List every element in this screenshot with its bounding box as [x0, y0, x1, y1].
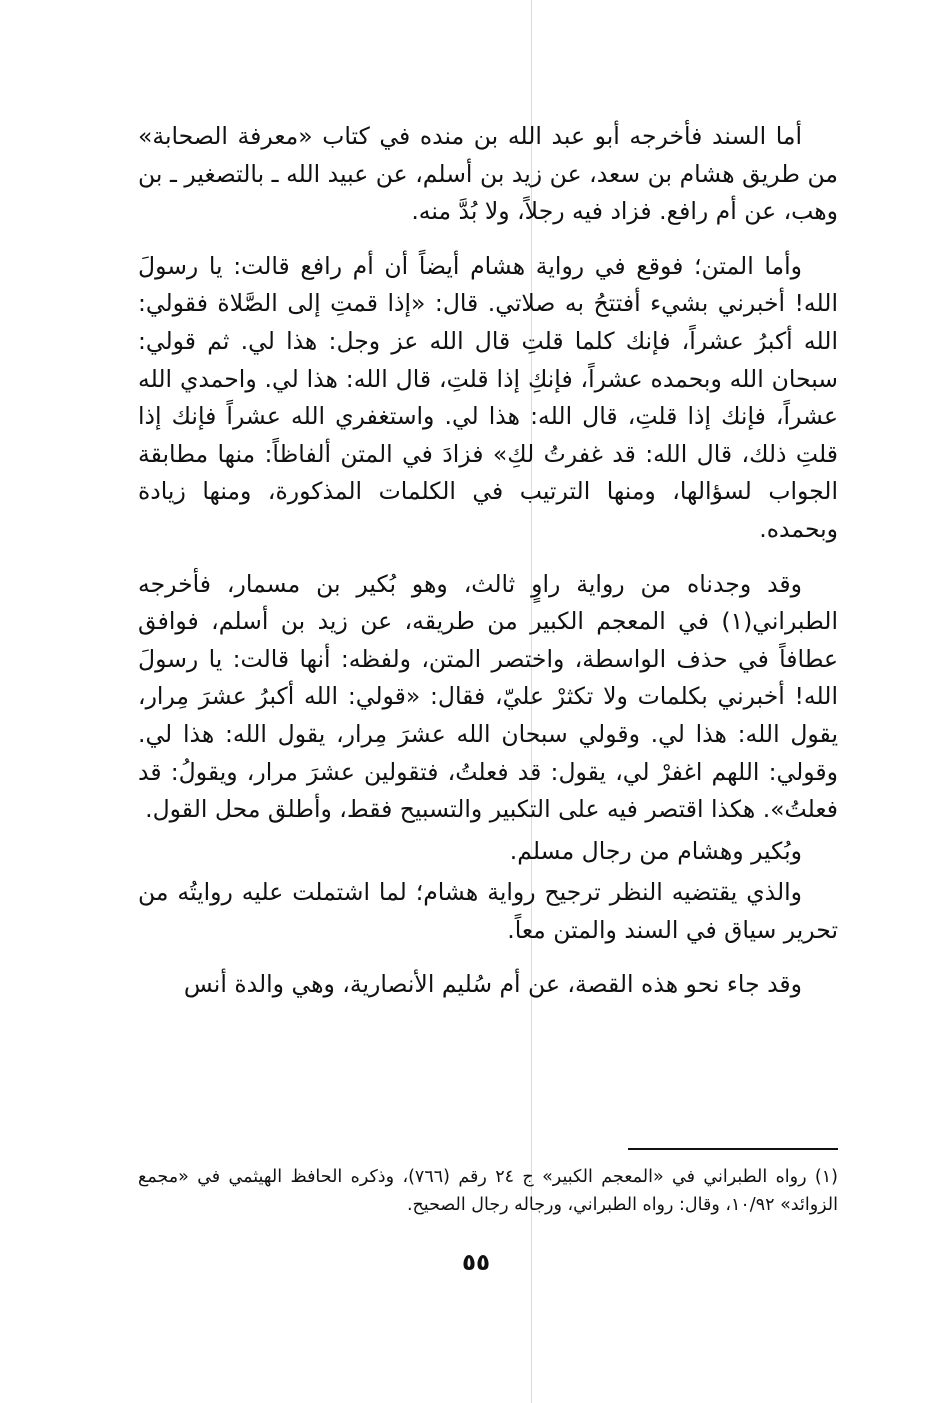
paragraph-narrators-note: وبُكير وهشام من رجال مسلم. — [509, 836, 802, 865]
paragraph-third-narrator: وقد وجدناه من رواية راوٍ ثالث، وهو بُكير بن مسمار، فأخرجه الطبراني(١) في المعجم الكبير من طريقه، عن زيد بن أسلم، فوافق عطافاً في حذف الواسطة، واختصر المتن، ولفظه: أنها قالت: يا رسولَ الله! أخبرني بكلمات ولا تكثرْ عليّ، فقال: «قولي: الله أكبرُ عشرَ مِرار، يقول الله: هذا لي. وقولي سبحان الله عشرَ مِرار، يقول الله: هذا لي. وقولي: اللهم اغفرْ لي، يقول: قد فعلتُ، فتقولين عشرَ مرار، ويقولُ: قد فعلتُ». هكذا اقتصر فيه على التكبير والتسبيح فقط، وأطلق محل القول. — [138, 569, 838, 824]
footnote-1: (١) رواه الطبراني في «المعجم الكبير» ج ٢٤ رقم (٧٦٦)، وذكره الحافظ الهيثمي في «مجمع الزوائد» ١٠/٩٢، وقال: رواه الطبراني، ورجاله رجال الصحيح. — [138, 1167, 838, 1215]
footnote-divider — [628, 1148, 838, 1150]
page-number: ٥٥ — [461, 1250, 491, 1276]
paragraph-isnad: أما السند فأخرجه أبو عبد الله بن منده في كتاب «معرفة الصحابة» من طريق هشام بن سعد، عن زيد بن أسلم، عن عبيد الله ـ بالتصغير ـ بن وهب، عن أم رافع. فزاد فيه رجلاً، ولا بُدَّ منه. — [138, 122, 838, 226]
page-body — [138, 118, 838, 1004]
paragraph-matn: وأما المتن؛ فوقع في رواية هشام أيضاً أن أم رافع قالت: يا رسولَ الله! أخبرني بشيء أفتتحُ به صلاتي. قال: «إذا قمتِ إلى الصَّلاة فقولي: الله أكبرُ عشراً، فإنك كلما قلتِ قال الله عز وجل: هذا لي. ثم قولي: سبحان الله وبحمده عشراً، فإنكِ إذا قلتِ، قال الله: هذا لي. واحمدي الله عشراً، فإنك إذا قلتِ، قال الله: هذا لي. واستغفري الله عشراً فإنك إذا قلتِ ذلك، قال الله: قد غفرتُ لكِ» فزادَ في المتن ألفاظاً: منها مطابقة الجواب لسؤالها، ومنها الترتيب في الكلمات المذكورة، ومنها زيادة وبحمده. — [138, 251, 838, 543]
paragraph-preference: والذي يقتضيه النظر ترجيح رواية هشام؛ لما اشتملت عليه روايتُه من تحرير سياق في السند والمتن معاً. — [138, 878, 838, 944]
paragraph-umm-sulaym: وقد جاء نحو هذه القصة، عن أم سُليم الأنصارية، وهي والدة أنس — [183, 970, 802, 999]
